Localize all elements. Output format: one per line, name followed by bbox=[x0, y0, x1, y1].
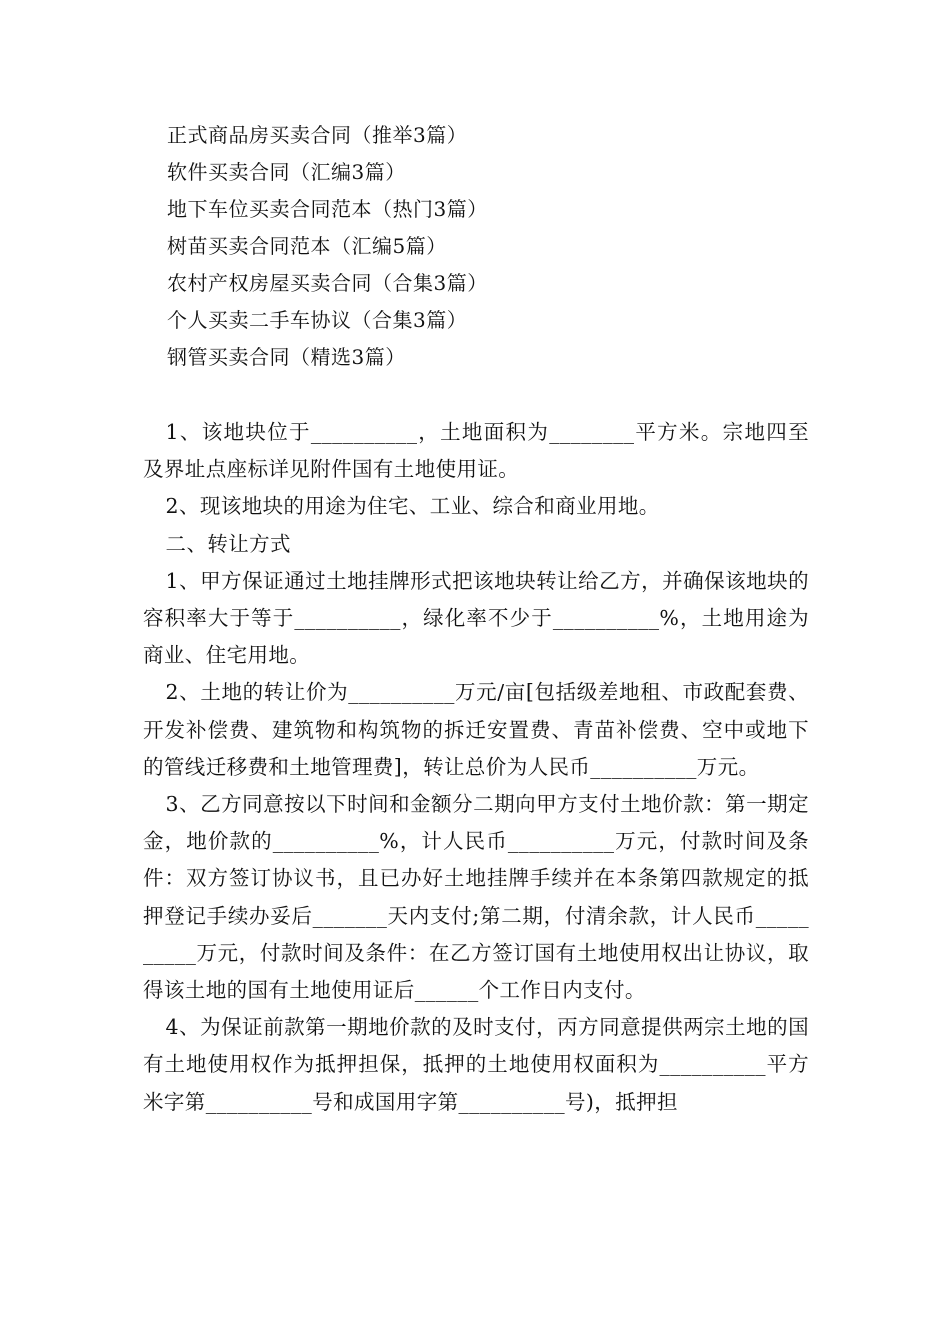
paragraph: 2、土地的转让价为__________万元/亩[包括级差地租、市政配套费、开发补偿费、建筑物和构筑物的拆迁安置费、青苗补偿费、空中或地下的管线迁移费和土地管理费]，转让总价为人民币__________万元。 bbox=[143, 680, 809, 779]
related-link[interactable]: 钢管买卖合同（精选3篇） bbox=[167, 345, 406, 369]
related-link[interactable]: 农村产权房屋买卖合同（合集3篇） bbox=[167, 271, 488, 295]
related-link[interactable]: 树苗买卖合同范本（汇编5篇） bbox=[167, 234, 447, 258]
paragraph: 1、该地块位于__________，土地面积为________平方米。宗地四至及界址点座标详见附件国有土地使用证。 bbox=[143, 420, 809, 482]
contract-body bbox=[143, 414, 809, 1121]
related-link[interactable]: 地下车位买卖合同范本（热门3篇） bbox=[167, 197, 488, 221]
related-link[interactable]: 正式商品房买卖合同（推举3篇） bbox=[167, 123, 468, 147]
related-links bbox=[167, 117, 867, 376]
related-link[interactable]: 软件买卖合同（汇编3篇） bbox=[167, 160, 406, 184]
related-link[interactable]: 个人买卖二手车协议（合集3篇） bbox=[167, 308, 468, 332]
paragraph: 1、甲方保证通过土地挂牌形式把该地块转让给乙方，并确保该地块的容积率大于等于__________，绿化率不少于__________%，土地用途为商业、住宅用地。 bbox=[143, 568, 809, 668]
section-heading: 二、转让方式 bbox=[165, 531, 291, 556]
paragraph: 4、为保证前款第一期地价款的及时支付，丙方同意提供两宗土地的国有土地使用权作为抵押担保，抵押的土地使用权面积为__________平方米字第__________号和成国用字第__________号)，抵押担 bbox=[143, 1015, 809, 1114]
paragraph: 3、乙方同意按以下时间和金额分二期向甲方支付土地价款：第一期定金，地价款的__________%，计人民币__________万元，付款时间及条件：双方签订协议书，且已办好土地挂牌手续并在本条第四款规定的抵押登记手续办妥后_______天内支付;第二期，付清余款，计人民币__________万元，付款时间及条件：在乙方签订国有土地使用权出让协议，取得该土地的国有土地使用证后______个工作日内支付。 bbox=[143, 792, 809, 1003]
paragraph: 2、现该地块的用途为住宅、工业、综合和商业用地。 bbox=[165, 494, 660, 519]
